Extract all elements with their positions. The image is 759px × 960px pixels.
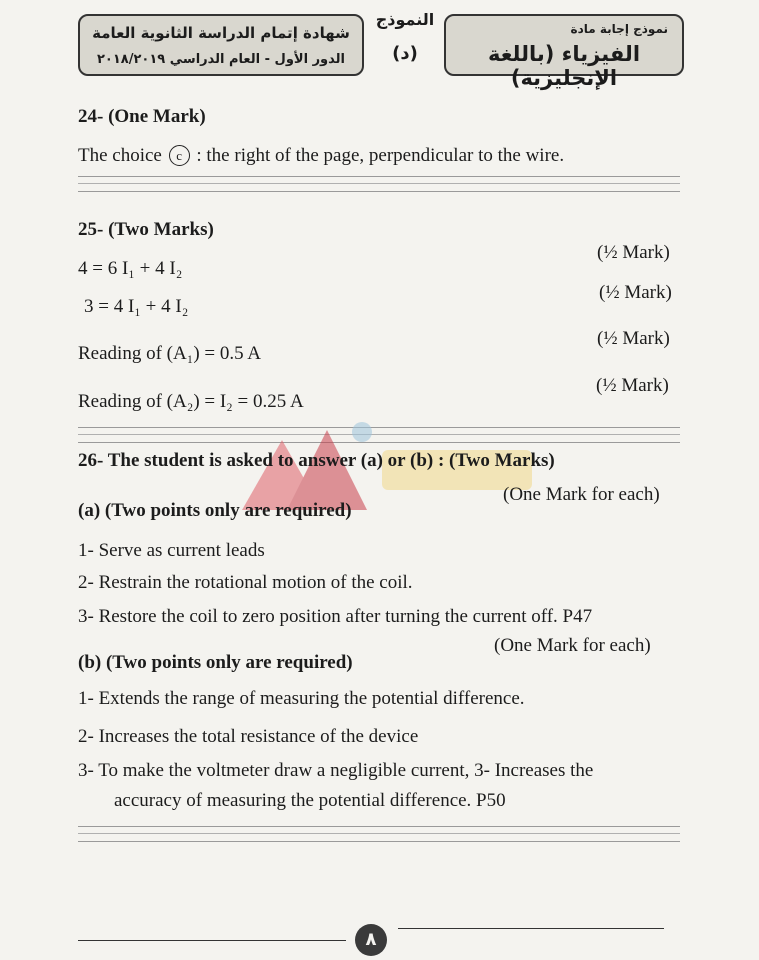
part-a-item-3: 3- Restore the coil to zero position after turning the current off. P47 bbox=[78, 606, 593, 627]
footer-rule-right bbox=[398, 928, 664, 929]
answer-model-label: نموذج إجابة مادة bbox=[570, 22, 668, 36]
part-b-label: (b) (Two points only are required) bbox=[78, 652, 353, 673]
equation-2: 3 = 4 I₁ + 4 I₂ bbox=[84, 296, 189, 317]
reading-a1: Reading of (A₁) = 0.5 A bbox=[78, 343, 262, 364]
choice-text: : the right of the page, perpendicular to the wire. bbox=[196, 145, 565, 166]
page-number: ٨ bbox=[355, 924, 387, 956]
part-b-item-3: 3- To make the voltmeter draw a negligible current, 3- Increases the bbox=[78, 760, 594, 781]
part-b-mark: (One Mark for each) bbox=[494, 635, 651, 656]
subject-title: الفيزياء (باللغة الإنجليزية) bbox=[487, 42, 641, 90]
part-b-item-3-continued: accuracy of measuring the potential difference. P50 bbox=[114, 790, 506, 811]
question-26-title: 26- The student is asked to answer (a) or (b) : (Two Marks) bbox=[78, 450, 555, 471]
choice-prefix: The choice bbox=[78, 145, 162, 166]
separator bbox=[78, 826, 680, 842]
footer-rule-left bbox=[78, 940, 346, 941]
separator bbox=[78, 176, 680, 192]
circled-choice-icon: c bbox=[169, 145, 190, 166]
model-label: النموذج bbox=[375, 10, 435, 29]
part-b-item-2: 2- Increases the total resistance of the device bbox=[78, 726, 419, 747]
part-a-label: (a) (Two points only are required) bbox=[78, 500, 352, 521]
question-25-title: 25- (Two Marks) bbox=[78, 219, 214, 240]
reading-a2: Reading of (A₂) = I₂ = 0.25 A bbox=[78, 391, 304, 412]
half-mark-4: (½ Mark) bbox=[596, 375, 669, 396]
half-mark-3: (½ Mark) bbox=[597, 328, 670, 349]
half-mark-2: (½ Mark) bbox=[599, 282, 672, 303]
question-24-answer bbox=[78, 145, 564, 167]
exam-session: الدور الأول - العام الدراسي ٢٠١٨/٢٠١٩ bbox=[97, 52, 345, 67]
question-24-title: 24- (One Mark) bbox=[78, 106, 206, 127]
part-b-item-1: 1- Extends the range of measuring the potential difference. bbox=[78, 688, 525, 709]
part-a-item-1: 1- Serve as current leads bbox=[78, 540, 265, 561]
half-mark-1: (½ Mark) bbox=[597, 242, 670, 263]
model-value: (د) bbox=[392, 43, 418, 64]
part-a-mark: (One Mark for each) bbox=[503, 484, 660, 505]
part-a-item-2: 2- Restrain the rotational motion of the coil. bbox=[78, 572, 413, 593]
subject-header-box bbox=[444, 14, 684, 90]
equation-1: 4 = 6 I₁ + 4 I₂ bbox=[78, 258, 183, 279]
certificate-title: شهادة إتمام الدراسة الثانوية العامة bbox=[92, 24, 350, 42]
certificate-header-box bbox=[78, 14, 364, 76]
model-indicator bbox=[370, 10, 440, 64]
